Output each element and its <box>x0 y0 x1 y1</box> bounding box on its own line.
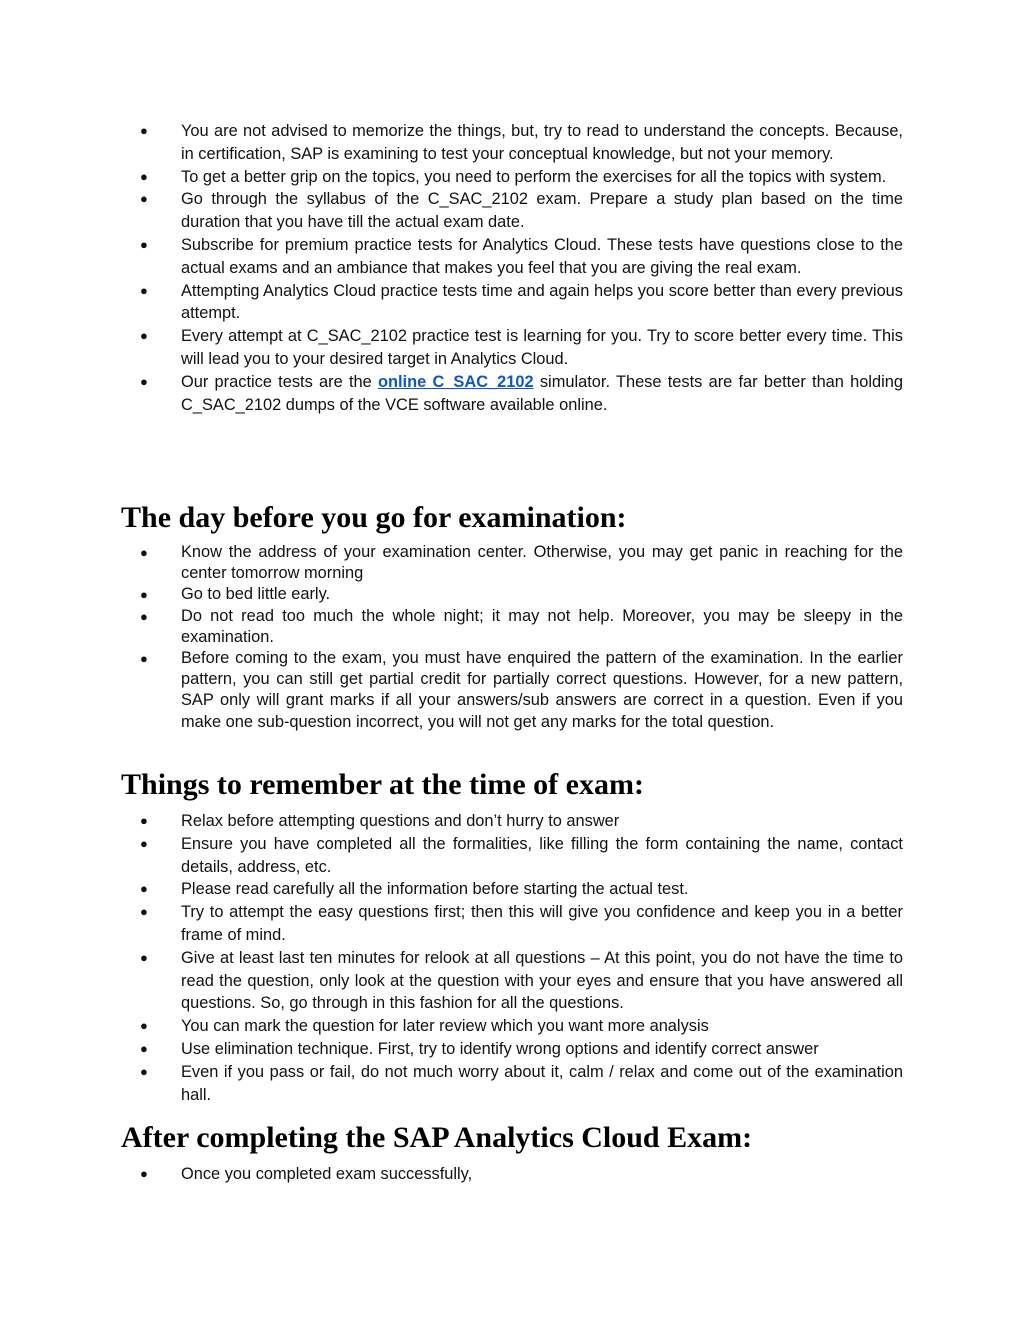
list-item-text: Give at least last ten minutes for relook at all questions – At this point, you do not have the time to read the question, only look at the question with your eyes and ensure that you have answered all questions. So, go through in this fashion for all the questions. <box>181 948 903 1013</box>
list-item <box>121 584 903 605</box>
bullet-icon: ● <box>140 191 148 207</box>
list-item-text: Use elimination technique. First, try to identify wrong options and identify correct answer <box>181 1039 819 1058</box>
list-item <box>121 1061 903 1107</box>
list-item <box>121 166 903 189</box>
list-item <box>121 325 903 371</box>
after-exam-list <box>121 1163 903 1186</box>
list-item <box>121 371 903 417</box>
bullet-icon: ● <box>140 608 148 624</box>
list-item-text: Subscribe for premium practice tests for Analytics Cloud. These tests have questions close to the actual exams and an ambiance that makes you feel that you are giving the real exam. <box>181 235 903 277</box>
bullet-icon: ● <box>140 881 148 897</box>
bullet-icon: ● <box>140 282 148 298</box>
bullet-icon: ● <box>140 651 148 667</box>
bullet-icon: ● <box>140 328 148 344</box>
list-item <box>121 120 903 166</box>
bullet-icon: ● <box>140 373 148 389</box>
list-item <box>121 280 903 326</box>
bullet-icon: ● <box>140 1063 148 1079</box>
list-item <box>121 1038 903 1061</box>
bullet-icon: ● <box>140 236 148 252</box>
list-item-text: To get a better grip on the topics, you need to perform the exercises for all the topics with system. <box>181 167 887 186</box>
list-item <box>121 810 903 833</box>
bullet-icon: ● <box>140 835 148 851</box>
bullet-icon: ● <box>140 904 148 920</box>
bullet-icon: ● <box>140 813 148 828</box>
list-item <box>121 947 903 1015</box>
intro-list <box>121 120 903 416</box>
list-item <box>121 1163 903 1186</box>
list-item-text: Before coming to the exam, you must have enquired the pattern of the examination. In the earlier pattern, you can still get partial credit for partially correct questions. However, for a new pattern, SAP only will grant marks if all your answers/sub answers are correct in a question. Even if you make one sub-question incorrect, you will not get any marks for the total question. <box>181 649 903 731</box>
list-item-text-after-link: simulator. These tests are far better than holding C_SAC_2102 dumps of the VCE software available online. <box>181 372 904 414</box>
section-day-before-block <box>121 542 903 733</box>
day-before-list <box>121 542 903 733</box>
bullet-icon: ● <box>140 1018 148 1034</box>
list-item-text: Go through the syllabus of the C_SAC_2102 exam. Prepare a study plan based on the time duration that you have till the actual exam date. <box>181 190 903 232</box>
list-item <box>121 878 903 901</box>
list-item <box>121 542 903 584</box>
list-item-text: Once you completed exam successfully, <box>181 1165 473 1183</box>
intro-list-block <box>121 120 903 416</box>
list-item-text: Try to attempt the easy questions first; then this will give you confidence and keep you in a better frame of mind. <box>181 903 903 944</box>
bullet-icon: ● <box>140 949 148 965</box>
list-item <box>121 234 903 280</box>
list-item-text: Ensure you have completed all the formalities, like filling the form containing the name, contact details, address, etc. <box>181 834 903 876</box>
list-item-text: Even if you pass or fail, do not much worry about it, calm / relax and come out of the examination hall. <box>181 1062 903 1104</box>
section-heading-time-of-exam: Things to remember at the time of exam: <box>121 768 644 801</box>
list-item-text: Please read carefully all the information before starting the actual test. <box>181 880 689 899</box>
list-item <box>121 833 903 879</box>
list-item-text: Every attempt at C_SAC_2102 practice test is learning for you. Try to score better every time. This will lead you to your desired target in Analytics Cloud. <box>181 327 903 368</box>
bullet-icon: ● <box>140 1040 148 1056</box>
list-item-text: You can mark the question for later review which you want more analysis <box>181 1017 709 1036</box>
list-item-text-before-link: Our practice tests are the <box>181 372 378 391</box>
list-item-text: Go to bed little early. <box>181 585 331 604</box>
list-item <box>121 901 903 947</box>
bullet-icon: ● <box>140 168 148 184</box>
list-item-text: Do not read too much the whole night; it may not help. Moreover, you may be sleepy in the examination. <box>181 606 903 646</box>
list-item <box>121 188 903 234</box>
list-item-text: Attempting Analytics Cloud practice tests time and again helps you score better than every previous attempt. <box>181 281 903 323</box>
list-item <box>121 1015 903 1038</box>
section-heading-after-exam: After completing the SAP Analytics Cloud Exam: <box>121 1121 753 1154</box>
section-heading-day-before: The day before you go for examination: <box>121 501 627 534</box>
bullet-icon: ● <box>140 123 148 138</box>
time-of-exam-list <box>121 810 903 1106</box>
bullet-icon: ● <box>140 545 148 560</box>
list-item-text: Relax before attempting questions and don’t hurry to answer <box>181 812 620 830</box>
list-item <box>121 606 903 648</box>
bullet-icon: ● <box>140 1166 148 1181</box>
simulator-link[interactable]: online C_SAC_2102 <box>377 372 534 391</box>
bullet-icon: ● <box>140 587 148 603</box>
section-after-exam-block <box>121 1163 903 1186</box>
list-item-text: You are not advised to memorize the things, but, try to read to understand the concepts. Because, in certification, SAP is examining to test your conceptual knowledge, but not your memory. <box>181 122 903 163</box>
section-time-of-exam-block <box>121 810 903 1106</box>
list-item-text: Know the address of your examination center. Otherwise, you may get panic in reaching for the center tomorrow morning <box>181 543 903 583</box>
list-item <box>121 648 903 733</box>
